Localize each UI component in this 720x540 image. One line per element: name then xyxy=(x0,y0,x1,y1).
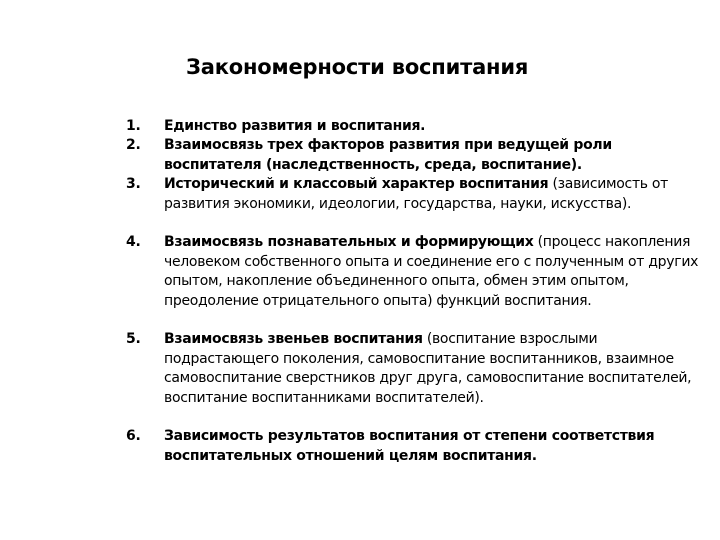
item-regular-text: (воспитание взрослыми подрастающего поколения, самовоспитание воспитанников, взаимное самовоспитание сверстников друг друга, самовоспитание воспитателей, воспитание воспитанниками воспитателей). xyxy=(164,331,692,406)
item-regular-text: (процесс накопления человеком собственного опыта и соединение его с полученным от других опытом, накопление объединенного опыта, обмен этим опытом, преодоление отрицательного опыта) функций воспитания. xyxy=(164,234,699,309)
item-text xyxy=(164,330,706,427)
list-item xyxy=(126,330,706,427)
item-bold-text: Единство развития и воспитания. xyxy=(164,118,426,134)
item-text xyxy=(164,233,706,330)
list-item xyxy=(126,233,706,330)
list-item xyxy=(126,136,706,175)
item-number: 6. xyxy=(126,428,141,445)
item-text xyxy=(164,136,706,175)
item-number: 2. xyxy=(126,137,141,154)
item-regular-text: (зависимость от развития экономики, идеологии, государства, науки, искусства). xyxy=(164,176,669,212)
list-item xyxy=(126,427,706,466)
item-bold-text: Исторический и классовый характер воспитания xyxy=(164,176,549,193)
list-item xyxy=(126,117,706,136)
item-bold-text: Зависимость результатов воспитания от степени соответствия воспитательных отношений целям воспитания. xyxy=(164,428,655,464)
item-bold-text: Взаимосвязь познавательных и формирующих xyxy=(164,234,534,251)
item-number: 5. xyxy=(126,331,141,348)
item-number: 1. xyxy=(126,118,141,134)
item-number: 3. xyxy=(126,176,141,193)
list-item xyxy=(126,175,706,233)
item-bold-text: Взаимосвязь звеньев воспитания xyxy=(164,331,423,348)
regularities-list xyxy=(126,117,706,466)
item-text xyxy=(164,117,706,136)
slide-title: Закономерности воспитания xyxy=(186,55,529,79)
item-bold-text: Взаимосвязь трех факторов развития при ведущей роли воспитателя (наследственность, среда, воспитание). xyxy=(164,137,612,173)
item-text xyxy=(164,427,706,466)
item-number: 4. xyxy=(126,234,141,251)
item-text xyxy=(164,175,706,233)
